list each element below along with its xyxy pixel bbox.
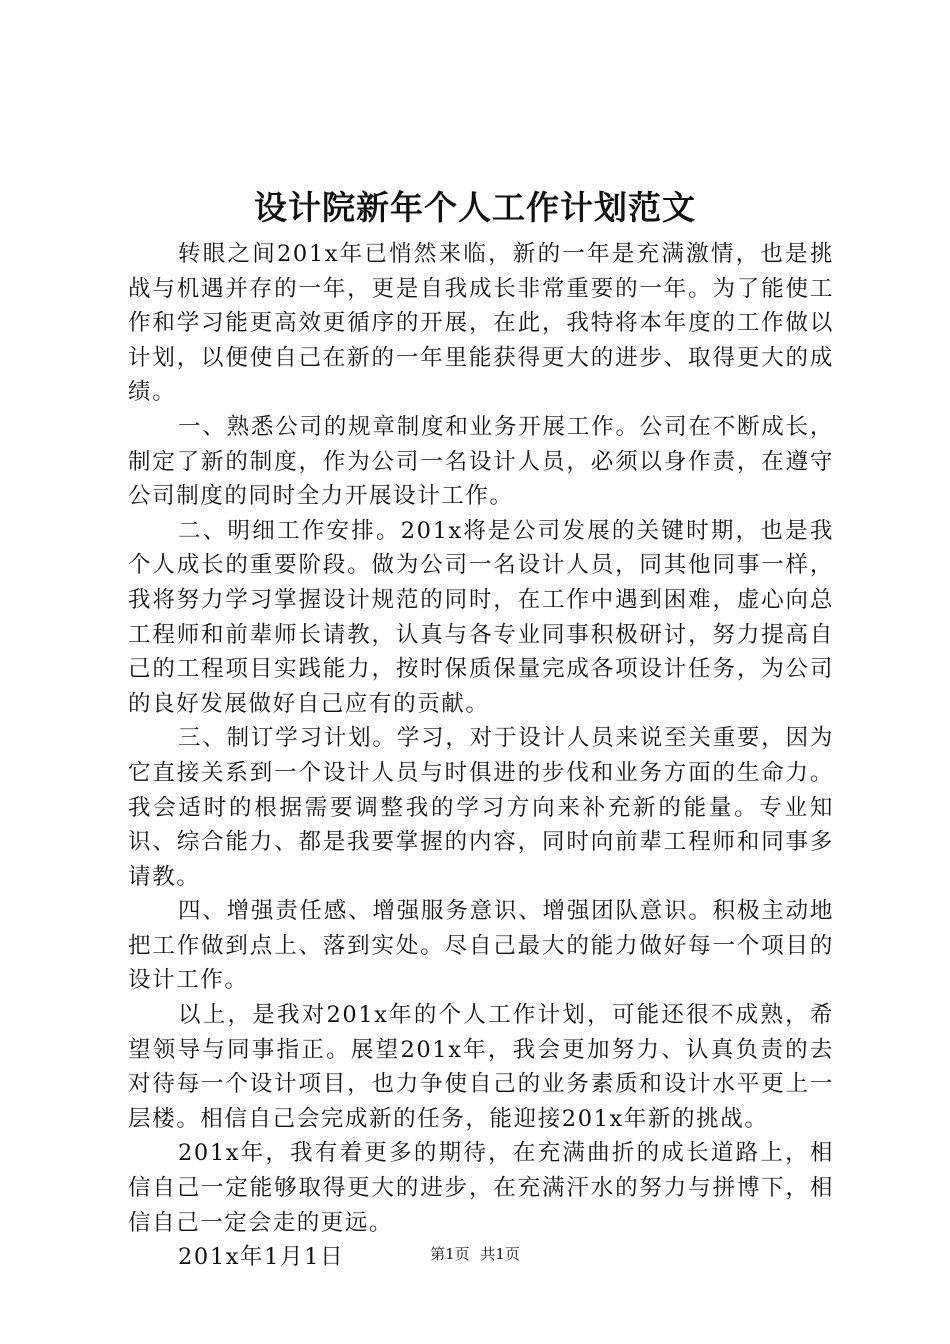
page-footer bbox=[0, 1242, 950, 1266]
paragraph-section-1: 一、熟悉公司的规章制度和业务开展工作。公司在不断成长，制定了新的制度，作为公司一名设计人员，必须以身作责，在遵守公司制度的同时全力开展设计工作。 bbox=[128, 413, 834, 510]
paragraph-date: 201x年1月1日 bbox=[178, 1244, 345, 1271]
page-number: 第1页 bbox=[430, 1245, 470, 1263]
page-total: 共1页 bbox=[480, 1245, 520, 1263]
paragraph-section-2: 二、明细工作安排。201x将是公司发展的关键时期，也是我个人成长的重要阶段。做为公司一名设计人员，同其他同事一样，我将努力学习掌握设计规范的同时，在工作中遇到困难，虚心向总工程师和前辈师长请教，认真与各专业同事积极研讨，努力提高自己的工程项目实践能力，按时保质保量完成各项设计任务，为公司的良好发展做好自己应有的贡献。 bbox=[128, 517, 834, 717]
paragraph-outlook: 201x年，我有着更多的期待，在充满曲折的成长道路上，相信自己一定能够取得更大的进步，在充满汗水的努力与拼博下，相信自己一定会走的更远。 bbox=[128, 1140, 834, 1236]
document-body bbox=[128, 237, 834, 1275]
paragraph-section-3: 三、制订学习计划。学习，对于设计人员来说至关重要，因为它直接关系到一个设计人员与时俱进的步伐和业务方面的生命力。我会适时的根据需要调整我的学习方向来补充新的能量。专业知识、综合能力、都是我要掌握的内容，同时向前辈工程师和同事多请教。 bbox=[128, 725, 834, 890]
document-title: 设计院新年个人工作计划范文 bbox=[254, 188, 696, 227]
paragraph-summary: 以上，是我对201x年的个人工作计划，可能还很不成熟，希望领导与同事指正。展望201x年，我会更加努力、认真负责的去对待每一个设计项目，也力争使自己的业务素质和设计水平更上一层楼。相信自己会完成新的任务，能迎接201x年新的挑战。 bbox=[128, 1002, 834, 1132]
paragraph-intro: 转眼之间201x年已悄然来临，新的一年是充满激情，也是挑战与机遇并存的一年，更是自我成长非常重要的一年。为了能使工作和学习能更高效更循序的开展，在此，我特将本年度的工作做以计划，以便使自己在新的一年里能获得更大的进步、取得更大的成绩。 bbox=[128, 241, 834, 406]
paragraph-section-4: 四、增强责任感、增强服务意识、增强团队意识。积极主动地把工作做到点上、落到实处。尽自己最大的能力做好每一个项目的设计工作。 bbox=[128, 898, 834, 994]
